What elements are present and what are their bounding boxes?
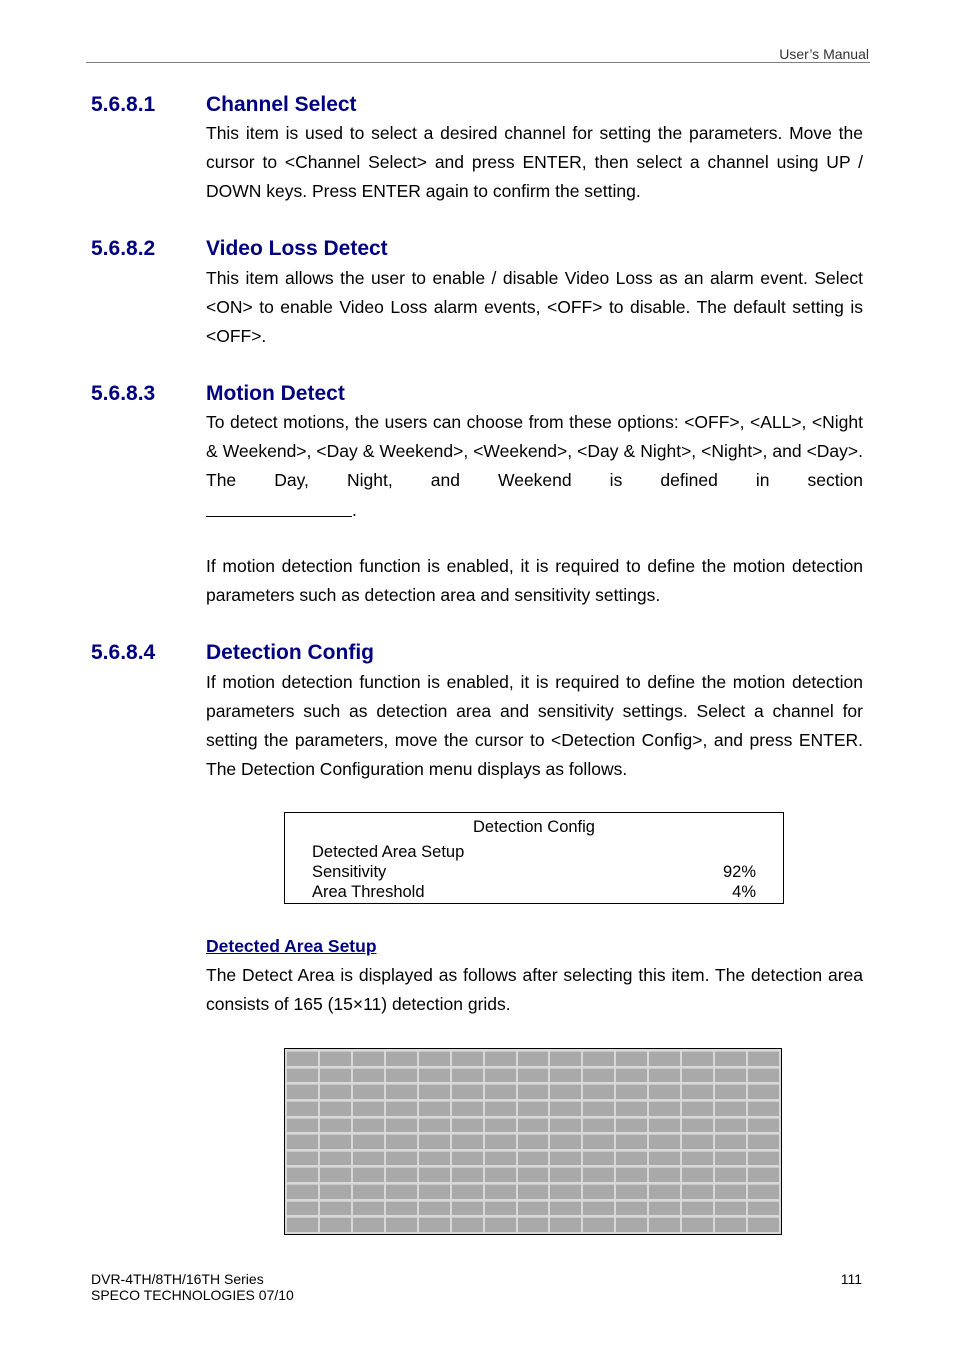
menu-item-value: 4% [732, 883, 756, 901]
detection-grid-cell[interactable] [583, 1118, 614, 1133]
detection-grid-cell[interactable] [583, 1134, 614, 1149]
detection-grid-cell[interactable] [485, 1101, 516, 1116]
detection-grid-cell[interactable] [452, 1167, 483, 1182]
detection-grid-cell[interactable] [485, 1051, 516, 1066]
detection-grid-cell[interactable] [715, 1151, 746, 1166]
detection-grid-cell[interactable] [682, 1184, 713, 1199]
detection-grid-cell[interactable] [287, 1151, 318, 1166]
detection-grid-cell[interactable] [287, 1167, 318, 1182]
menu-item-area-threshold[interactable] [312, 883, 756, 902]
detection-grid-cell[interactable] [649, 1051, 680, 1066]
detection-grid-cell[interactable] [452, 1184, 483, 1199]
detection-grid-cell[interactable] [715, 1201, 746, 1216]
detection-grid-cell[interactable] [485, 1068, 516, 1083]
detection-grid-cell[interactable] [649, 1217, 680, 1232]
detection-grid-cell[interactable] [518, 1084, 549, 1099]
detection-grid-cell[interactable] [452, 1134, 483, 1149]
detection-grid-cell[interactable] [682, 1151, 713, 1166]
detection-grid-cell[interactable] [287, 1084, 318, 1099]
section-number: 5.6.8.1 [91, 93, 156, 116]
detection-grid-cell[interactable] [649, 1068, 680, 1083]
detection-grid-cell[interactable] [583, 1184, 614, 1199]
detection-grid-cell[interactable] [386, 1051, 417, 1066]
detection-grid-cell[interactable] [748, 1217, 779, 1232]
detection-grid-cell[interactable] [386, 1118, 417, 1133]
footer-company: SPECO TECHNOLOGIES 07/10 [91, 1287, 294, 1303]
detection-grid-cell[interactable] [518, 1101, 549, 1116]
detection-grid-cell[interactable] [452, 1151, 483, 1166]
detection-grid-cell[interactable] [583, 1167, 614, 1182]
detection-grid-cell[interactable] [386, 1217, 417, 1232]
detection-grid-cell[interactable] [287, 1217, 318, 1232]
detection-grid-cell[interactable] [320, 1217, 351, 1232]
detection-grid-cell[interactable] [419, 1068, 450, 1083]
detection-grid-cell[interactable] [419, 1051, 450, 1066]
detection-grid-cell[interactable] [616, 1151, 647, 1166]
detection-grid-cell[interactable] [386, 1201, 417, 1216]
detection-grid-cell[interactable] [386, 1167, 417, 1182]
detection-grid-cell[interactable] [452, 1084, 483, 1099]
section-paragraph: If motion detection function is enabled, it is required to define the motion detection parameters such as detection area and sensitivity settings. [206, 556, 863, 605]
detection-config-menu [284, 812, 784, 904]
detection-grid-cell[interactable] [518, 1151, 549, 1166]
detection-grid-cell[interactable] [353, 1068, 384, 1083]
detection-grid-cell[interactable] [518, 1217, 549, 1232]
detection-grid-cell[interactable] [748, 1118, 779, 1133]
detection-grid-cell[interactable] [748, 1068, 779, 1083]
detection-grid-cell[interactable] [452, 1101, 483, 1116]
detection-grid-cell[interactable] [583, 1217, 614, 1232]
detection-grid-cell[interactable] [518, 1068, 549, 1083]
detection-grid-cell[interactable] [419, 1084, 450, 1099]
detection-grid-cell[interactable] [386, 1134, 417, 1149]
detection-grid-cell[interactable] [485, 1118, 516, 1133]
detection-grid-cell[interactable] [320, 1134, 351, 1149]
detection-grid-cell[interactable] [583, 1101, 614, 1116]
detection-grid-cell[interactable] [682, 1101, 713, 1116]
detection-grid-cell[interactable] [287, 1134, 318, 1149]
detection-grid-cell[interactable] [518, 1134, 549, 1149]
detection-grid-cell[interactable] [353, 1101, 384, 1116]
detection-grid-cell[interactable] [386, 1184, 417, 1199]
section-title: Channel Select [206, 93, 357, 116]
menu-item-value: 92% [722, 863, 756, 881]
section-number: 5.6.8.4 [91, 641, 156, 664]
detection-grid-cell[interactable] [616, 1184, 647, 1199]
detection-grid-cell[interactable] [550, 1068, 581, 1083]
detection-grid-cell[interactable] [649, 1184, 680, 1199]
detection-grid-cell[interactable] [419, 1118, 450, 1133]
detection-grid-cell[interactable] [320, 1184, 351, 1199]
detection-grid-cell[interactable] [550, 1101, 581, 1116]
detection-grid-cell[interactable] [616, 1084, 647, 1099]
detection-grid-cell[interactable] [518, 1184, 549, 1199]
detection-grid-cell[interactable] [682, 1201, 713, 1216]
sentence-end: . [352, 500, 357, 520]
section-title: Video Loss Detect [206, 237, 388, 260]
detection-grid-cell[interactable] [386, 1084, 417, 1099]
detection-grid-cell[interactable] [353, 1051, 384, 1066]
detection-grid-cell[interactable] [386, 1101, 417, 1116]
detection-grid-cell[interactable] [320, 1068, 351, 1083]
detection-grid-cell[interactable] [649, 1101, 680, 1116]
detection-grid-cell[interactable] [550, 1134, 581, 1149]
detection-grid-cell[interactable] [287, 1201, 318, 1216]
detection-grid-cell[interactable] [682, 1134, 713, 1149]
detection-grid-cell[interactable] [583, 1201, 614, 1216]
detection-grid-cell[interactable] [419, 1217, 450, 1232]
menu-item-detected-area-setup[interactable] [312, 843, 756, 862]
detection-grid-cell[interactable] [748, 1134, 779, 1149]
section-paragraph: This item is used to select a desired channel for setting the parameters. Move the cursor to <Channel Select> and press ENTER, then select a channel using UP / DOWN keys. Press ENTER again to confirm the setting. [206, 123, 863, 201]
detection-grid-cell[interactable] [583, 1151, 614, 1166]
detection-grid-cell[interactable] [649, 1151, 680, 1166]
detection-grid-cell[interactable] [419, 1101, 450, 1116]
detection-grid-cell[interactable] [550, 1151, 581, 1166]
detection-grid-cell[interactable] [320, 1201, 351, 1216]
detection-grid-cell[interactable] [649, 1201, 680, 1216]
detection-grid-cell[interactable] [320, 1051, 351, 1066]
detection-grid-cell[interactable] [682, 1084, 713, 1099]
detection-grid-cell[interactable] [419, 1151, 450, 1166]
section-paragraph: To detect motions, the users can choose from these options: <OFF>, <ALL>, <Night & Weekend>, <Day & Weekend>, <Weekend>, <Day & Night>, <Night>, and <Day>. The Day, Night, and Weekend is defined in section [206, 412, 863, 490]
detection-grid-cell[interactable] [616, 1101, 647, 1116]
subsection-heading: Detected Area Setup [206, 936, 377, 956]
detection-grid-cell[interactable] [485, 1134, 516, 1149]
detection-grid-cell[interactable] [715, 1167, 746, 1182]
detection-grid-cell[interactable] [715, 1101, 746, 1116]
detection-grid-cell[interactable] [485, 1151, 516, 1166]
detection-grid-cell[interactable] [353, 1084, 384, 1099]
detection-grid-cell[interactable] [287, 1051, 318, 1066]
detection-grid-cell[interactable] [715, 1217, 746, 1232]
detection-grid-cell[interactable] [353, 1167, 384, 1182]
detection-grid-cell[interactable] [419, 1201, 450, 1216]
detection-grid-cell[interactable] [485, 1184, 516, 1199]
detection-grid-cell[interactable] [616, 1217, 647, 1232]
running-header: User’s Manual [779, 46, 869, 62]
section-title: Detection Config [206, 641, 374, 664]
menu-item-sensitivity[interactable] [312, 863, 756, 882]
footer-left [91, 1271, 294, 1303]
detection-grid-cell[interactable] [748, 1151, 779, 1166]
detection-grid-cell[interactable] [452, 1217, 483, 1232]
detection-grid-cell[interactable] [485, 1084, 516, 1099]
detection-grid-cell[interactable] [452, 1201, 483, 1216]
detection-grid-cell[interactable] [386, 1068, 417, 1083]
detection-grid-cell[interactable] [748, 1084, 779, 1099]
detection-grid-cell[interactable] [320, 1101, 351, 1116]
detection-grid-cell[interactable] [748, 1101, 779, 1116]
detection-grid-cell[interactable] [419, 1134, 450, 1149]
detection-grid-cell[interactable] [682, 1118, 713, 1133]
detection-grid-cell[interactable] [550, 1084, 581, 1099]
detection-grid-cell[interactable] [550, 1167, 581, 1182]
detection-grid-cell[interactable] [682, 1167, 713, 1182]
detection-grid-cell[interactable] [748, 1184, 779, 1199]
detection-grid-cell[interactable] [649, 1118, 680, 1133]
detection-grid-cell[interactable] [320, 1151, 351, 1166]
menu-item-label: Area Threshold [312, 883, 425, 901]
detection-grid-cell[interactable] [353, 1184, 384, 1199]
detection-grid-cell[interactable] [583, 1084, 614, 1099]
detection-grid-cell[interactable] [682, 1068, 713, 1083]
detection-grid-cell[interactable] [419, 1167, 450, 1182]
detection-grid-cell[interactable] [287, 1068, 318, 1083]
detection-grid-cell[interactable] [485, 1201, 516, 1216]
detection-grid-cell[interactable] [518, 1167, 549, 1182]
detection-grid-cell[interactable] [518, 1051, 549, 1066]
detection-grid-cell[interactable] [287, 1101, 318, 1116]
detection-grid-cell[interactable] [715, 1184, 746, 1199]
detection-grid-cell[interactable] [583, 1068, 614, 1083]
detection-grid-cell[interactable] [320, 1167, 351, 1182]
detection-grid-cell[interactable] [452, 1068, 483, 1083]
detection-grid-cell[interactable] [452, 1118, 483, 1133]
detection-grid-cell[interactable] [649, 1084, 680, 1099]
detection-grid-cell[interactable] [485, 1167, 516, 1182]
detection-grid-cell[interactable] [518, 1201, 549, 1216]
menu-item-label: Sensitivity [312, 863, 387, 881]
detection-grid-cell[interactable] [353, 1217, 384, 1232]
detection-grid-cell[interactable] [748, 1051, 779, 1066]
detection-grid-cell[interactable] [550, 1118, 581, 1133]
detection-grid-cell[interactable] [616, 1051, 647, 1066]
page-number: 111 [840, 1271, 862, 1287]
detection-grid-cell[interactable] [287, 1184, 318, 1199]
detection-grid-cell[interactable] [419, 1184, 450, 1199]
section-paragraph: This item allows the user to enable / disable Video Loss as an alarm event. Select <ON> to enable Video Loss alarm events, <OFF> to disable. The default setting is <OFF>. [206, 268, 863, 346]
detection-grid-cell[interactable] [649, 1167, 680, 1182]
detection-grid-cell[interactable] [386, 1151, 417, 1166]
detection-grid-cell[interactable] [748, 1167, 779, 1182]
detection-grid-cell[interactable] [649, 1134, 680, 1149]
detection-grid-cell[interactable] [715, 1051, 746, 1066]
detection-grid-cell[interactable] [748, 1201, 779, 1216]
detection-grid-cell[interactable] [616, 1134, 647, 1149]
detection-grid-cell[interactable] [353, 1134, 384, 1149]
detection-grid-cell[interactable] [485, 1217, 516, 1232]
detection-grid-cell[interactable] [715, 1084, 746, 1099]
section-number: 5.6.8.2 [91, 237, 156, 260]
detection-grid-cell[interactable] [320, 1084, 351, 1099]
menu-item-label: Detected Area Setup [312, 843, 465, 861]
header-rule [86, 62, 870, 63]
detection-grid-cell[interactable] [616, 1167, 647, 1182]
detection-grid-cell[interactable] [682, 1217, 713, 1232]
detection-grid-cell[interactable] [353, 1118, 384, 1133]
detection-grid-cell[interactable] [715, 1068, 746, 1083]
section-paragraph: If motion detection function is enabled, it is required to define the motion detection parameters such as detection area and sensitivity settings. Select a channel for setting the parameters, move the cursor to <Detection Config>, and press ENTER. The Detection Configuration menu displays as follows. [206, 672, 863, 779]
section-reference-link[interactable] [206, 516, 352, 517]
detection-grid-cell[interactable] [550, 1201, 581, 1216]
detection-grid-cell[interactable] [353, 1201, 384, 1216]
menu-title: Detection Config [473, 818, 595, 836]
detection-grid-cell[interactable] [353, 1151, 384, 1166]
section-title: Motion Detect [206, 382, 345, 405]
detection-grid-cell[interactable] [616, 1201, 647, 1216]
detection-grid-cell[interactable] [320, 1118, 351, 1133]
detection-grid-cell[interactable] [616, 1068, 647, 1083]
detection-grid-cell[interactable] [452, 1051, 483, 1066]
detection-grid-cell[interactable] [550, 1051, 581, 1066]
footer-series: DVR-4TH/8TH/16TH Series [91, 1271, 264, 1287]
section-number: 5.6.8.3 [91, 382, 156, 405]
detection-area-grid[interactable] [284, 1048, 782, 1235]
subsection-paragraph: The Detect Area is displayed as follows after selecting this item. The detection area consists of 165 (15×11) detection grids. [206, 965, 863, 1014]
detection-grid-cell[interactable] [550, 1217, 581, 1232]
detection-grid-cell[interactable] [518, 1118, 549, 1133]
detection-grid-cell[interactable] [550, 1184, 581, 1199]
detection-grid-cell[interactable] [715, 1118, 746, 1133]
detection-grid-cell[interactable] [287, 1118, 318, 1133]
detection-grid-cell[interactable] [715, 1134, 746, 1149]
detection-grid-cell[interactable] [583, 1051, 614, 1066]
detection-grid-cell[interactable] [682, 1051, 713, 1066]
detection-grid-cell[interactable] [616, 1118, 647, 1133]
